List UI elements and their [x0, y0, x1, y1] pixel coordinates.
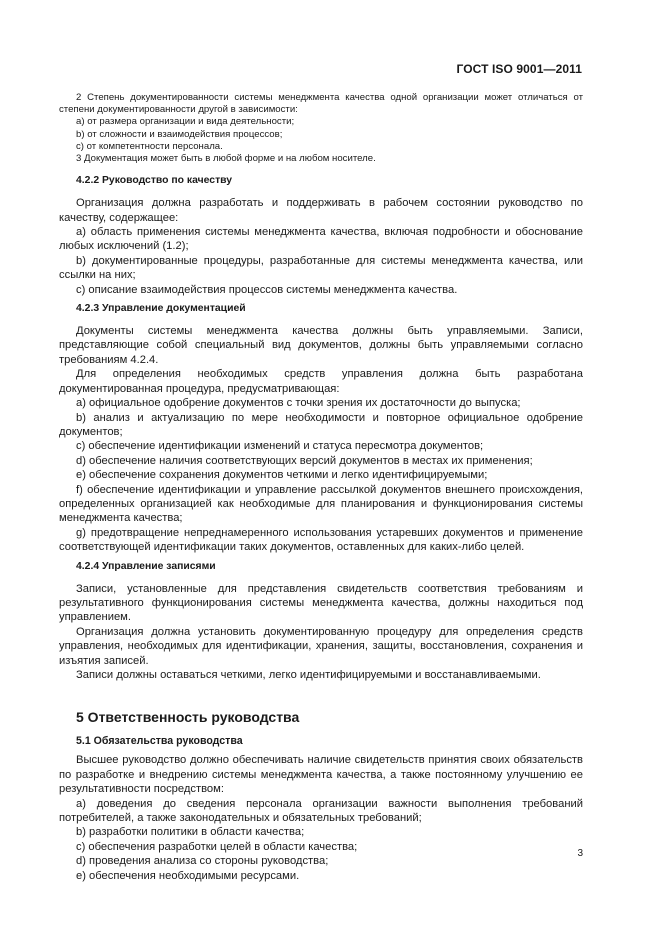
note-2-item-c: c) от компетентности персонала. [76, 140, 223, 152]
note-2: 2 Степень документированности системы менеджмента качества одной организации может отличаться от степени документированности другой в зависимости: [59, 92, 583, 116]
note-2-item-b: b) от сложности и взаимодействия процессов; [76, 128, 283, 140]
s423-item-e: e) обеспечение сохранения документов четкими и легко идентифицируемыми; [76, 469, 488, 482]
note-3: 3 Документация может быть в любой форме и на любом носителе. [76, 153, 376, 165]
section-4-2-2-title: 4.2.2 Руководство по качеству [76, 175, 233, 187]
s51-item-e: e) обеспечения необходимыми ресурсами. [76, 869, 300, 882]
s422-item-b: b) документированные процедуры, разработанные для системы менеджмента качества, или ссылки на них; [59, 254, 583, 282]
s422-item-c: c) описание взаимодействия процессов системы менеджмента качества. [76, 283, 458, 296]
s51-item-a: a) доведения до сведения персонала организации важности выполнения требований потребителей, а также законодательных и обязательных требований; [59, 797, 583, 825]
s424-para-1: Записи, установленные для представления свидетельств соответствия требованиям и результативного функционирования системы менеджмента качества, должны находиться под управлением. [59, 582, 583, 624]
section-5-1-title: 5.1 Обязательства руководства [76, 735, 243, 748]
s422-intro: Организация должна разработать и поддерживать в рабочем состоянии руководство по качеству, содержащее: [59, 197, 583, 224]
s423-para-1: Документы системы менеджмента качества должны быть управляемыми. Записи, представляющие собой специальный вид документов, должны быть управляемыми согласно требованиям 4.2.4. [59, 325, 583, 366]
s51-para-1: Высшее руководство должно обеспечивать наличие свидетельств принятия своих обязательств по разработке и внедрению системы менеджмента качества, а также постоянному улучшению ее результативности посредством: [59, 754, 583, 796]
s422-item-a: a) область применения системы менеджмента качества, включая подробности и обоснование любых исключений (1.2); [59, 226, 583, 253]
s423-item-f: f) обеспечение идентификации и управление рассылкой документов внешнего происхождения, определенных организацией как необходимые для планирования и функционирования системы менеджмента качества; [59, 483, 583, 525]
section-4-2-3-title: 4.2.3 Управление документацией [76, 303, 246, 315]
s51-item-b: b) разработки политики в области качества; [76, 826, 305, 839]
s424-para-3: Записи должны оставаться четкими, легко идентифицируемыми и восстанавливаемыми. [76, 669, 541, 681]
s423-item-a: a) официальное одобрение документов с точки зрения их достаточности до выпуска; [76, 397, 521, 410]
s51-item-d: d) проведения анализа со стороны руководства; [76, 855, 329, 868]
section-4-2-4-title: 4.2.4 Управление записями [76, 560, 216, 572]
standard-header: ГОСТ ISO 9001—2011 [456, 62, 582, 76]
section-5-title: 5 Ответственность руководства [76, 709, 300, 726]
s423-para-2: Для определения необходимых средств управления должна быть разработана документированная процедура, предусматривающая: [59, 368, 583, 395]
s423-item-g: g) предотвращение непреднамеренного использования устаревших документов и применение соответствующей идентификации таких документов, оставленных для каких-либо целей. [59, 526, 583, 554]
page-number: 3 [577, 848, 583, 859]
s423-item-c: c) обеспечение идентификации изменений и статуса пересмотра документов; [76, 440, 484, 453]
s423-item-d: d) обеспечение наличия соответствующих версий документов в местах их применения; [76, 454, 533, 467]
page-content [59, 92, 583, 883]
s51-item-c: c) обеспечения разработки целей в области качества; [76, 840, 358, 853]
s424-para-2: Организация должна установить документированную процедуру для определения средств управления, необходимых для идентификации, хранения, защиты, восстановления, сохранения и изъятия записей. [59, 625, 583, 667]
s423-item-b: b) анализ и актуализацию по мере необходимости и повторное официальное одобрение документов; [59, 411, 583, 438]
note-2-item-a: a) от размера организации и вида деятельности; [76, 116, 295, 128]
